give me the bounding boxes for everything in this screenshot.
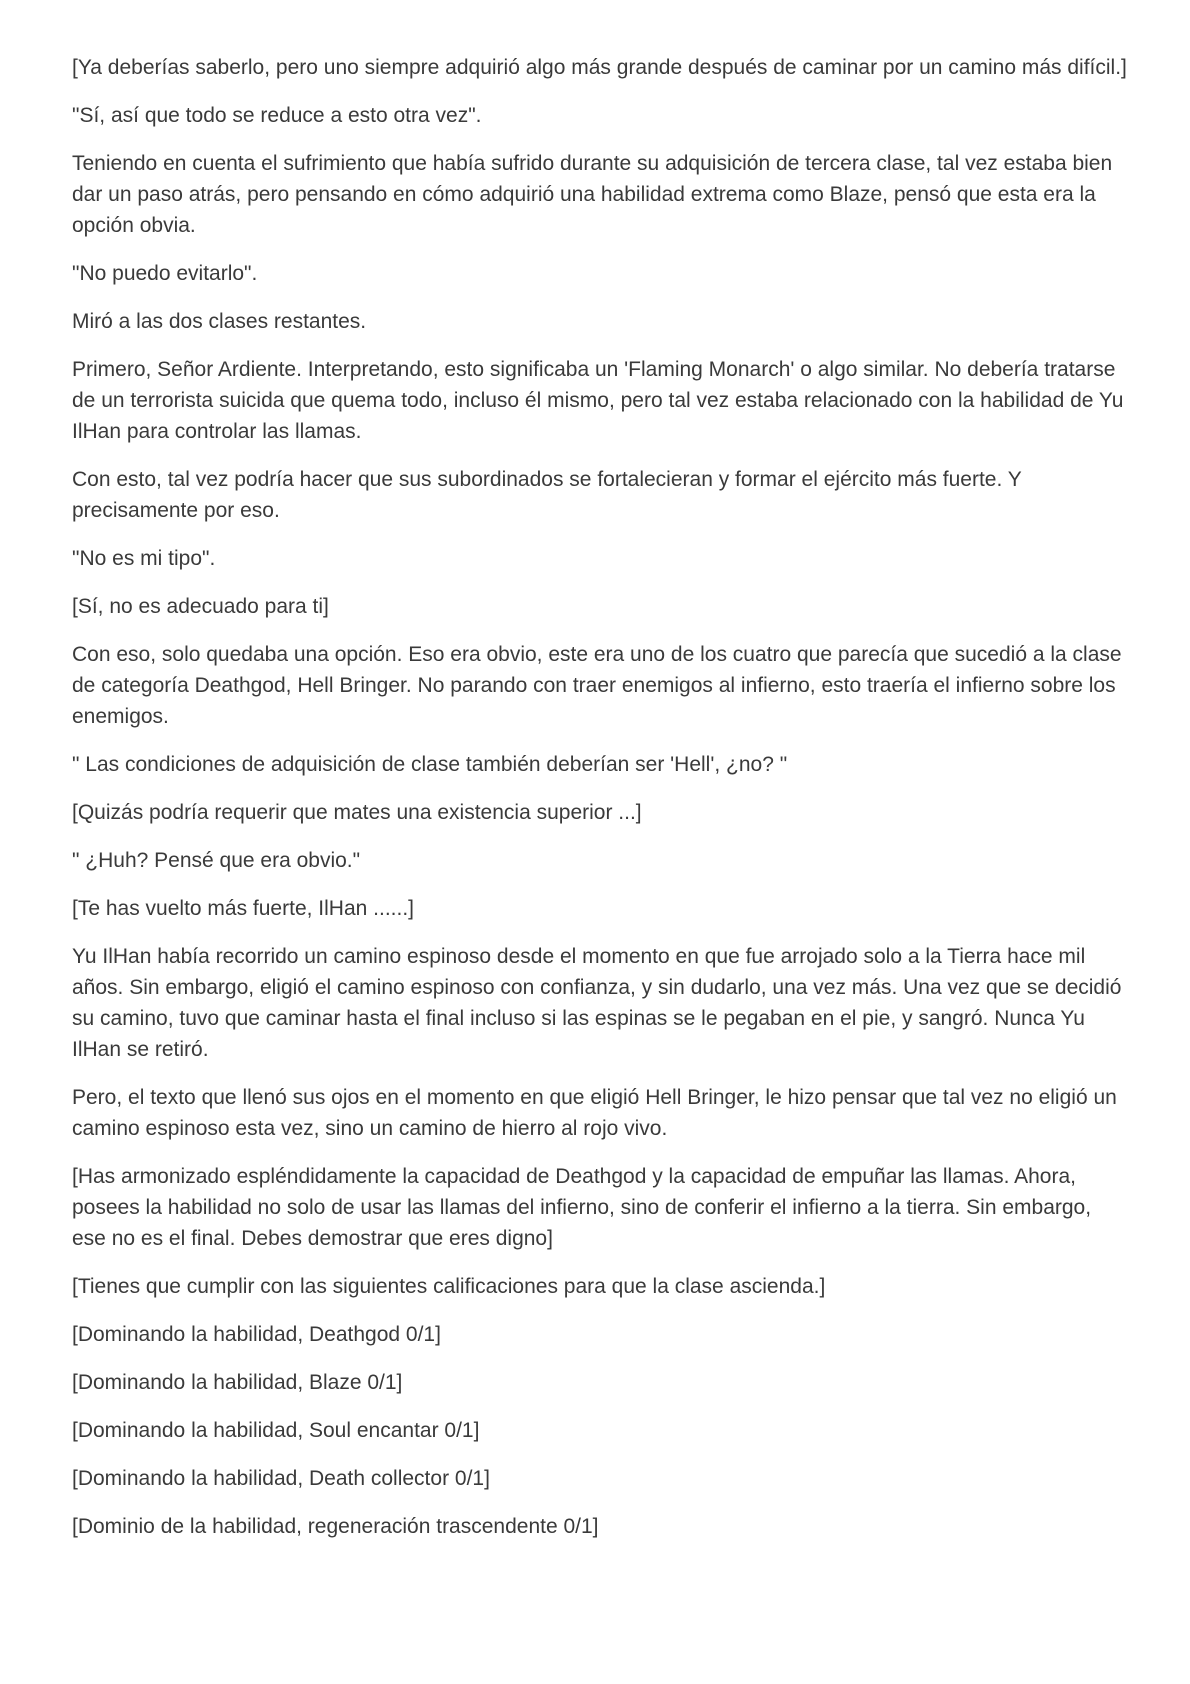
paragraph-14: [Te has vuelto más fuerte, IlHan ......] — [72, 897, 414, 920]
paragraph-12: [Quizás podría requerir que mates una existencia superior ...] — [72, 801, 642, 824]
paragraph-4: "No puedo evitarlo". — [72, 262, 258, 285]
paragraph-17: [Has armonizado espléndidamente la capacidad de Deathgod y la capacidad de empuñar las llamas. Ahora, posees la habilidad no solo de usar las llamas del infierno, sino de conferir el infierno a la tierra. Sin embargo, ese no es el final. Debes demostrar que eres digno] — [72, 1165, 1092, 1250]
paragraph-21: [Dominando la habilidad, Soul encantar 0/1] — [72, 1419, 480, 1442]
paragraph-22: [Dominando la habilidad, Death collector 0/1] — [72, 1467, 490, 1490]
paragraph-18: [Tienes que cumplir con las siguientes calificaciones para que la clase ascienda.] — [72, 1275, 826, 1298]
paragraph-5: Miró a las dos clases restantes. — [72, 310, 367, 333]
paragraph-6: Primero, Señor Ardiente. Interpretando, esto significaba un 'Flaming Monarch' o algo similar. No debería tratarse de un terrorista suicida que quema todo, incluso él mismo, pero tal vez estaba relacionado con la habilidad de Yu IlHan para controlar las llamas. — [72, 358, 1124, 443]
paragraph-3: Teniendo en cuenta el sufrimiento que había sufrido durante su adquisición de tercera clase, tal vez estaba bien dar un paso atrás, pero pensando en cómo adquirió una habilidad extrema como Blaze, pensó que esta era la opción obvia. — [72, 152, 1113, 237]
paragraph-8: "No es mi tipo". — [72, 547, 216, 570]
paragraph-20: [Dominando la habilidad, Blaze 0/1] — [72, 1371, 403, 1394]
paragraph-19: [Dominando la habilidad, Deathgod 0/1] — [72, 1323, 441, 1346]
paragraph-11: " Las condiciones de adquisición de clase también deberían ser 'Hell', ¿no? " — [72, 753, 788, 776]
paragraph-7: Con esto, tal vez podría hacer que sus subordinados se fortalecieran y formar el ejército más fuerte. Y precisamente por eso. — [72, 468, 1022, 522]
paragraph-13: " ¿Huh? Pensé que era obvio." — [72, 849, 361, 872]
paragraph-1: [Ya deberías saberlo, pero uno siempre adquirió algo más grande después de caminar por un camino más difícil.] — [72, 56, 1127, 79]
paragraph-23: [Dominio de la habilidad, regeneración trascendente 0/1] — [72, 1515, 599, 1538]
paragraph-2: "Sí, así que todo se reduce a esto otra vez". — [72, 104, 482, 127]
document-page — [72, 52, 1127, 1559]
paragraph-16: Pero, el texto que llenó sus ojos en el momento en que eligió Hell Bringer, le hizo pensar que tal vez no eligió un camino espinoso esta vez, sino un camino de hierro al rojo vivo. — [72, 1086, 1117, 1140]
paragraph-9: [Sí, no es adecuado para ti] — [72, 595, 329, 618]
paragraph-15: Yu IlHan había recorrido un camino espinoso desde el momento en que fue arrojado solo a la Tierra hace mil años. Sin embargo, eligió el camino espinoso con confianza, y sin dudarlo, una vez más. Una vez que se decidió su camino, tuvo que caminar hasta el final incluso si las espinas se le pegaban en el pie, y sangró. Nunca Yu IlHan se retiró. — [72, 945, 1122, 1061]
paragraph-10: Con eso, solo quedaba una opción. Eso era obvio, este era uno de los cuatro que parecía que sucedió a la clase de categoría Deathgod, Hell Bringer. No parando con traer enemigos al infierno, esto traería el infierno sobre los enemigos. — [72, 643, 1122, 728]
